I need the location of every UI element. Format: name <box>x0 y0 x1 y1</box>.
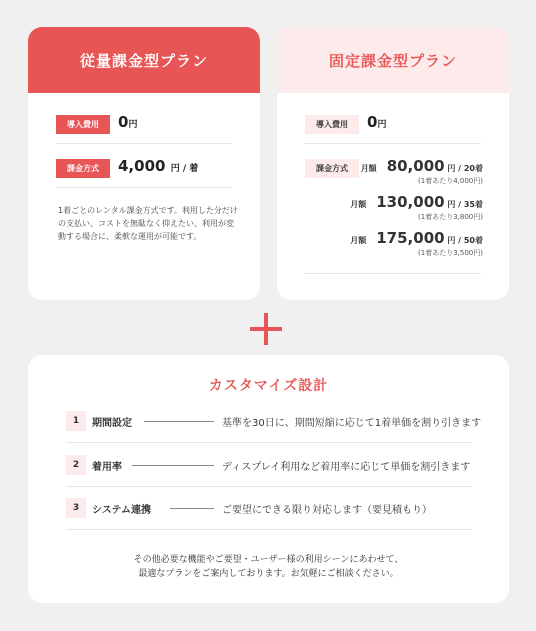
customize-card <box>28 355 509 603</box>
fixed-plan-card <box>277 27 509 300</box>
usage-description: 1着ごとのレンタル課金方式です。利用した分だけの支払い、コストを無駄なく抑えたい、利用が変動する場合に、柔軟な運用が可能です。 <box>58 206 238 241</box>
item-number: 1 <box>66 411 86 431</box>
usage-plan-card <box>28 27 260 300</box>
customize-footer: その他必要な機能やご要望・ユーザー様の利用シーンにあわせて、 最適なプランをご案内しております。お気軽にご相談ください。 <box>133 555 404 579</box>
tier-row: 月額 80,000 円 / 20着 (1着あたり4,000円) <box>360 157 483 185</box>
divider <box>66 529 471 530</box>
customize-title: カスタマイズ設計 <box>208 378 329 394</box>
tier-row: 月額 175,000 円 / 50着 (1着あたり3,500円) <box>350 229 483 257</box>
fixed-intro-label: 導入費用 <box>305 115 359 134</box>
item-label: 着用率 <box>92 462 122 473</box>
usage-intro-label: 導入費用 <box>56 115 110 134</box>
divider <box>66 486 471 487</box>
divider <box>305 273 481 274</box>
divider <box>56 143 232 144</box>
connector-line <box>170 508 214 509</box>
usage-intro-value: 0円 <box>118 113 138 131</box>
connector-line <box>132 465 214 466</box>
item-text: 基準を30日に、期間短縮に応じて1着単価を割り引きます <box>222 418 482 429</box>
usage-billing-value: 4,000 円 / 着 <box>118 157 199 175</box>
usage-plan-title: 従量課金型プラン <box>28 27 260 93</box>
divider <box>305 143 481 144</box>
fixed-intro-value: 0円 <box>367 113 387 131</box>
item-text: ディスプレイ利用など着用率に応じて単価を割引きます <box>222 462 471 473</box>
tier-row: 月額 130,000 円 / 35着 (1着あたり3,800円) <box>350 193 483 221</box>
item-label: システム連携 <box>92 505 151 516</box>
fixed-plan-title: 固定課金型プラン <box>277 27 509 93</box>
customize-item <box>66 455 471 477</box>
fixed-billing-label: 課金方式 <box>305 159 359 178</box>
divider <box>66 442 471 443</box>
item-number: 2 <box>66 455 86 475</box>
item-text: ご要望にできる限り対応します（要見積もり） <box>222 505 432 516</box>
item-number: 3 <box>66 498 86 518</box>
customize-item <box>66 411 482 433</box>
plus-icon <box>250 313 282 345</box>
connector-line <box>144 421 214 422</box>
usage-billing-label: 課金方式 <box>56 159 110 178</box>
customize-item <box>66 498 471 520</box>
divider <box>56 187 232 188</box>
item-label: 期間設定 <box>92 418 132 429</box>
